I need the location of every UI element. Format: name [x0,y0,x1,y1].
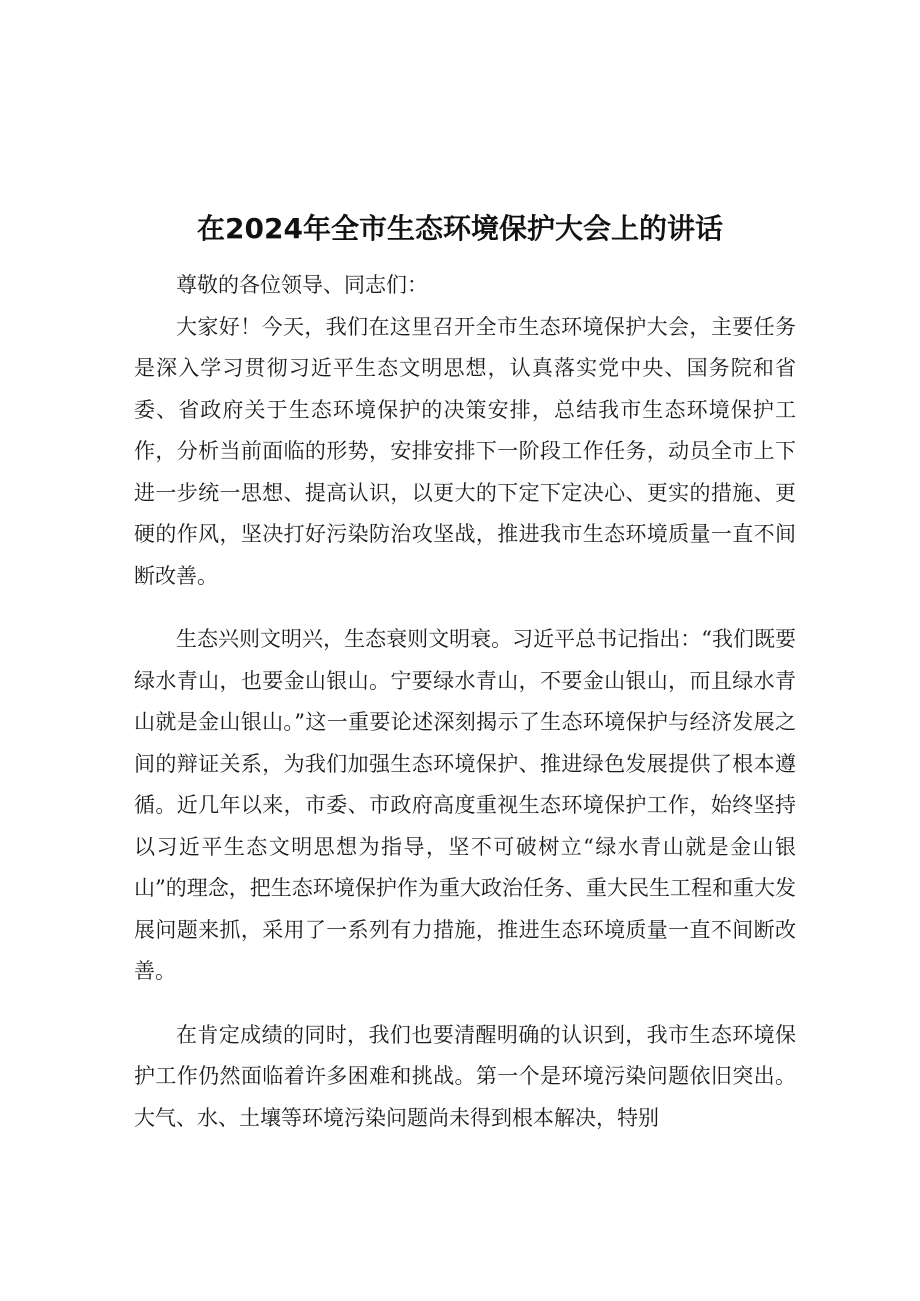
salutation: 尊敬的各位领导、同志们： [176,273,428,297]
paragraph-ecology: 生态兴则文明兴，生态衰则文明衰。习近平总书记指出：“我们既要绿水青山，也要金山银山。宁要绿水青山，不要金山银山，而且绿水青山就是金山银山。”这一重要论述深刻揭示了生态环境保护与经济发展之间的辩证关系，为我们加强生态环境保护、推进绿色发展提供了根本遵循。近几年以来，市委、市政府高度重视生态环境保护工作，始终坚持以习近平生态文明思想为指导，坚不可破树立“绿水青山就是金山银山”的理念，把生态环境保护作为重大政治任务、重大民生工程和重大发展问题来抓，采用了一系列有力措施，推进生态环境质量一直不间断改善。 [134,627,796,983]
paragraph-challenges: 在肯定成绩的同时，我们也要清醒明确的认识到，我市生态环境保护工作仍然面临着许多困难和挑战。第一个是环境污染问题依旧突出。大气、水、土壤等环境污染问题尚未得到根本解决，特别 [134,1022,796,1130]
document-title: 在2024年全市生态环境保护大会上的讲话 [197,212,723,245]
document-body [134,265,796,1139]
paragraph-opening: 大家好！今天，我们在这里召开全市生态环境保护大会，主要任务是深入学习贯彻习近平生态文明思想，认真落实党中央、国务院和省委、省政府关于生态环境保护的决策安排，总结我市生态环境保护工作，分析当前面临的形势，安排安排下一阶段工作任务，动员全市上下进一步统一思想、提高认识，以更大的下定下定决心、更实的措施、更硬的作风，坚决打好污染防治攻坚战，推进我市生态环境质量一直不间断改善。 [134,314,796,588]
